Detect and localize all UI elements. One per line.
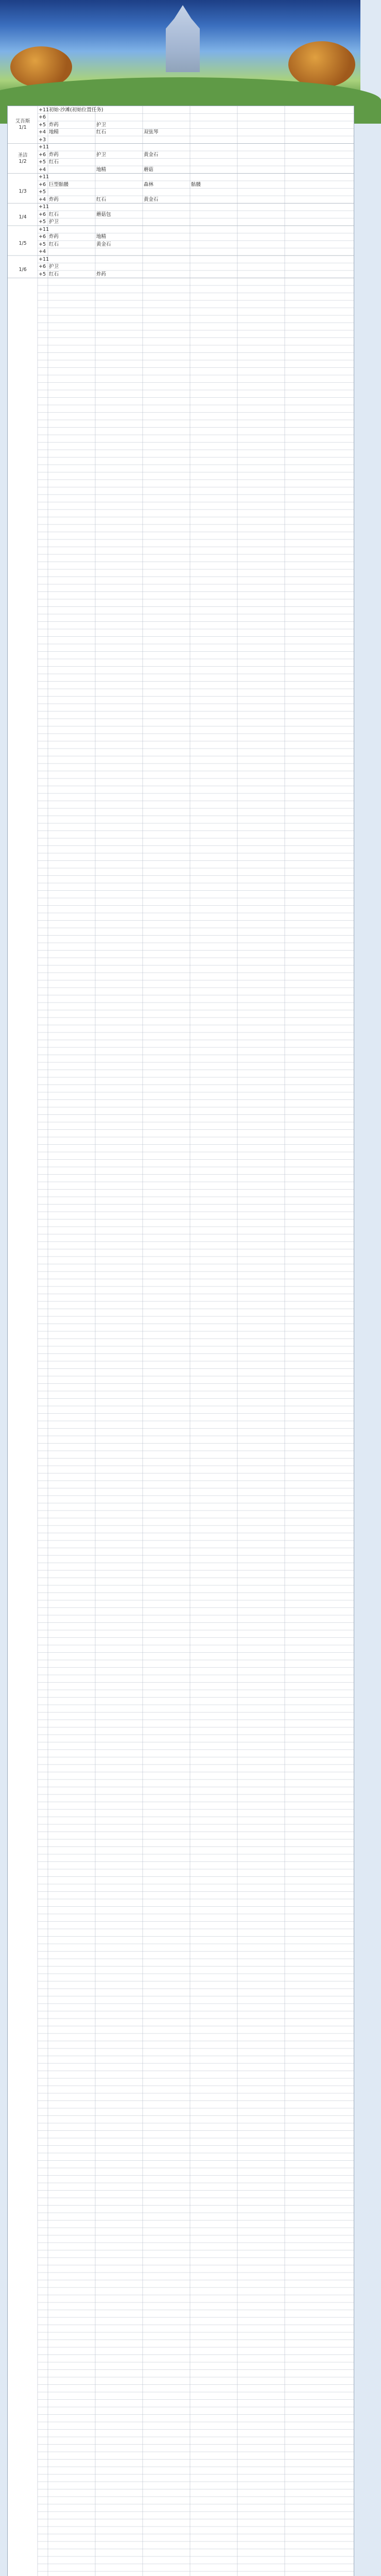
row-level: +5 xyxy=(39,189,46,195)
row-level: +6 xyxy=(39,181,46,188)
table-cell: 地精 xyxy=(96,166,107,173)
table-cell: 炸药 xyxy=(49,196,59,202)
table-cell: 红石 xyxy=(49,159,59,165)
table-cell: 森林 xyxy=(144,181,154,188)
table-cell: 炸药 xyxy=(49,122,59,128)
row-level: +6 xyxy=(39,114,46,120)
table-cell: 双弦琴 xyxy=(144,129,159,135)
row-level: +6 xyxy=(39,211,46,217)
row-level: +6 xyxy=(39,264,46,269)
table-cell: 巨型骷髅 xyxy=(49,181,69,188)
table-cell: 炸药 xyxy=(96,271,107,277)
table-cell: 红石 xyxy=(96,129,107,135)
table-cell: 护卫 xyxy=(96,151,107,158)
table-grid xyxy=(8,106,354,2576)
tree-illustration xyxy=(288,41,355,88)
castle-illustration xyxy=(154,5,211,72)
table-cell: 红石 xyxy=(49,271,59,277)
row-level: +11 xyxy=(39,226,49,232)
header-banner-image xyxy=(0,0,360,103)
row-level: +5 xyxy=(39,159,46,165)
table-cell: 炸药 xyxy=(49,151,59,158)
row-level: +5 xyxy=(39,271,46,277)
table-cell: 护卫 xyxy=(96,122,107,128)
row-level: +11 xyxy=(39,144,49,150)
row-level: +11 xyxy=(39,204,49,210)
row-level: +4 xyxy=(39,166,46,173)
row-level: +11 xyxy=(39,107,49,113)
day-label: 圣洁 xyxy=(18,152,28,158)
table-cell: 红石 xyxy=(49,241,59,247)
table-cell: 初始·沙滩(初始位置任务) xyxy=(49,107,103,113)
table-cell: 红石 xyxy=(96,196,107,202)
table-cell: 地精 xyxy=(96,234,107,240)
table-cell: 骷髅 xyxy=(191,181,201,188)
table-cell: 红石 xyxy=(49,211,59,217)
row-level: +11 xyxy=(39,256,49,262)
row-level: +4 xyxy=(39,129,46,135)
table-cell: 黄金石 xyxy=(144,151,159,158)
table-cell: 蘑菇包 xyxy=(96,211,111,217)
row-level: +6 xyxy=(39,234,46,240)
schedule-table xyxy=(7,106,354,2576)
day-date: 1/4 xyxy=(19,214,27,221)
day-date: 1/5 xyxy=(19,241,27,246)
table-cell: 黄金石 xyxy=(144,196,159,202)
row-level: +4 xyxy=(39,249,46,255)
day-date: 1/3 xyxy=(19,188,27,194)
table-cell: 炸药 xyxy=(49,234,59,240)
day-date: 1/6 xyxy=(19,266,27,273)
row-level: +3 xyxy=(39,137,46,143)
table-cell: 蘑菇 xyxy=(144,166,154,173)
row-level: +11 xyxy=(39,174,49,180)
row-level: +5 xyxy=(39,241,46,247)
row-level: +5 xyxy=(39,122,46,128)
day-date: 1/1 xyxy=(19,125,27,131)
row-level: +5 xyxy=(39,219,46,225)
day-label: 艾吾斯 xyxy=(15,118,30,125)
row-level: +4 xyxy=(39,196,46,202)
table-cell: 黄金石 xyxy=(96,241,111,247)
table-cell: 护卫 xyxy=(49,219,59,225)
table-cell: 地精 xyxy=(49,129,59,135)
table-cell: 护卫 xyxy=(49,264,59,269)
day-date: 1/2 xyxy=(19,158,27,164)
row-level: +6 xyxy=(39,151,46,158)
